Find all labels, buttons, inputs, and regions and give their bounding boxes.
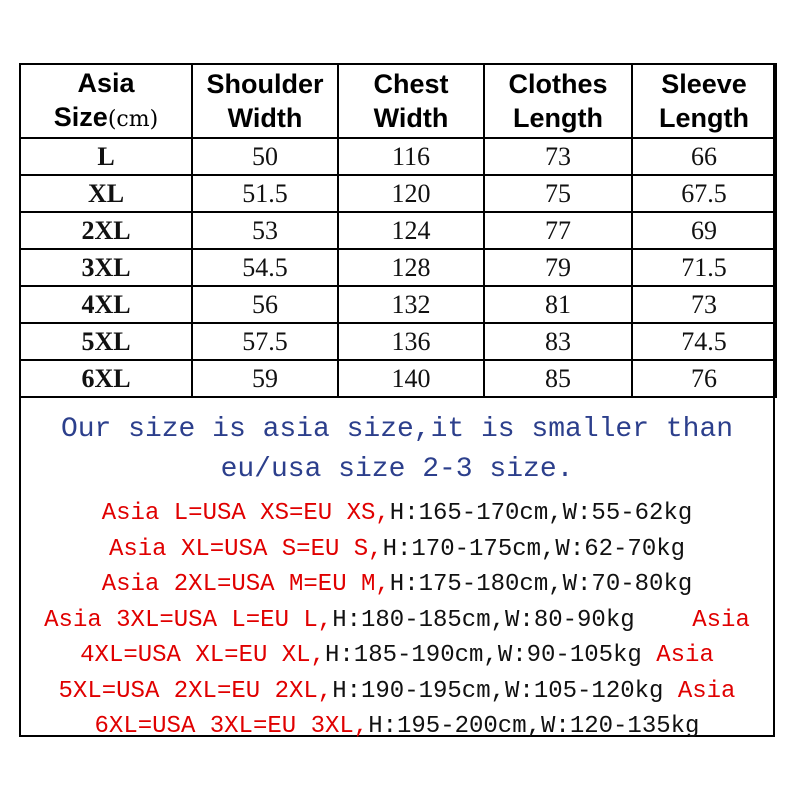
header-clothes-length: Clothes Length [484,64,632,138]
sleeve-cell: 76 [632,360,776,397]
disclaimer-line-2: eu/usa size 2-3 size. [220,454,574,485]
size-cell: 5XL [20,323,192,360]
conversion-segment: H:195-200cm,W:120-135kg [368,713,700,740]
conversion-segment: H:165-170cm,W:55-62kg [389,500,693,527]
conversion-segment: Asia 2XL=USA M=EU M, [101,571,390,598]
conversion-segment: Asia [634,606,750,634]
conversion-segment: H:175-180cm,W:70-80kg [389,571,693,598]
header-row [20,64,776,138]
chest-cell: 120 [338,175,484,212]
table-row [20,249,776,286]
size-disclaimer [21,410,773,490]
shoulder-cell: 59 [192,360,338,397]
size-cell: L [20,138,192,175]
chest-cell: 140 [338,360,484,397]
length-cell: 73 [484,138,632,175]
shoulder-cell: 51.5 [192,175,338,212]
table-row [20,138,776,175]
size-cell: 3XL [20,249,192,286]
sleeve-cell: 74.5 [632,323,776,360]
header-sleeve-length: Sleeve Length [632,64,776,138]
length-cell: 83 [484,323,632,360]
size-notes [21,399,773,745]
conversion-line [21,567,773,603]
table-row [20,323,776,360]
shoulder-cell: 56 [192,286,338,323]
sleeve-cell: 66 [632,138,776,175]
table-row [20,212,776,249]
length-cell: 81 [484,286,632,323]
size-cell: 4XL [20,286,192,323]
size-cell: 2XL [20,212,192,249]
conversion-segment: Asia L=USA XS=EU XS, [101,500,390,527]
length-cell: 85 [484,360,632,397]
length-cell: 75 [484,175,632,212]
header-shoulder-width: Shoulder Width [192,64,338,138]
conversion-line [21,603,773,639]
table-row [20,360,776,397]
length-cell: 77 [484,212,632,249]
conversion-segment: H:185-190cm,W:90-105kg [324,642,657,669]
conversion-segment: H:190-195cm,W:105-120kg [332,677,678,705]
header-asia-label: Asia [77,67,135,98]
sleeve-cell: 69 [632,212,776,249]
conversion-segment: 6XL=USA 3XL=EU 3XL, [94,713,369,740]
conversion-segment: H:180-185cm,W:80-90kg [332,606,635,634]
chest-cell: 124 [338,212,484,249]
conversion-segment: Asia [656,642,714,669]
table-row [20,286,776,323]
header-asia-size [20,64,192,138]
sleeve-cell: 71.5 [632,249,776,286]
size-chart [19,63,775,740]
conversion-line [21,532,773,568]
size-cell: XL [20,175,192,212]
shoulder-cell: 53 [192,212,338,249]
conversion-line [21,709,773,745]
sleeve-cell: 73 [632,286,776,323]
chest-cell: 132 [338,286,484,323]
conversion-line [21,674,773,710]
header-chest-width: Chest Width [338,64,484,138]
chest-cell: 136 [338,323,484,360]
size-table [19,63,777,398]
shoulder-cell: 57.5 [192,323,338,360]
conversion-line [21,638,773,674]
table-row [20,175,776,212]
header-size-label: Size [53,101,108,132]
size-cell: 6XL [20,360,192,397]
conversion-segment: Asia 3XL=USA L=EU L, [44,606,333,634]
conversion-list [21,496,773,745]
conversion-line [21,496,773,532]
conversion-segment: Asia XL=USA S=EU S, [108,535,383,563]
conversion-segment: Asia [677,677,736,705]
conversion-segment: 5XL=USA 2XL=EU 2XL, [58,677,333,705]
conversion-segment: H:170-175cm,W:62-70kg [382,535,686,563]
disclaimer-line-1: Our size is asia size,it is smaller than [60,414,734,445]
conversion-segment: 4XL=USA XL=EU XL, [80,642,325,669]
chest-cell: 116 [338,138,484,175]
chest-cell: 128 [338,249,484,286]
header-unit-label: (cm) [107,106,159,132]
length-cell: 79 [484,249,632,286]
shoulder-cell: 54.5 [192,249,338,286]
shoulder-cell: 50 [192,138,338,175]
sleeve-cell: 67.5 [632,175,776,212]
